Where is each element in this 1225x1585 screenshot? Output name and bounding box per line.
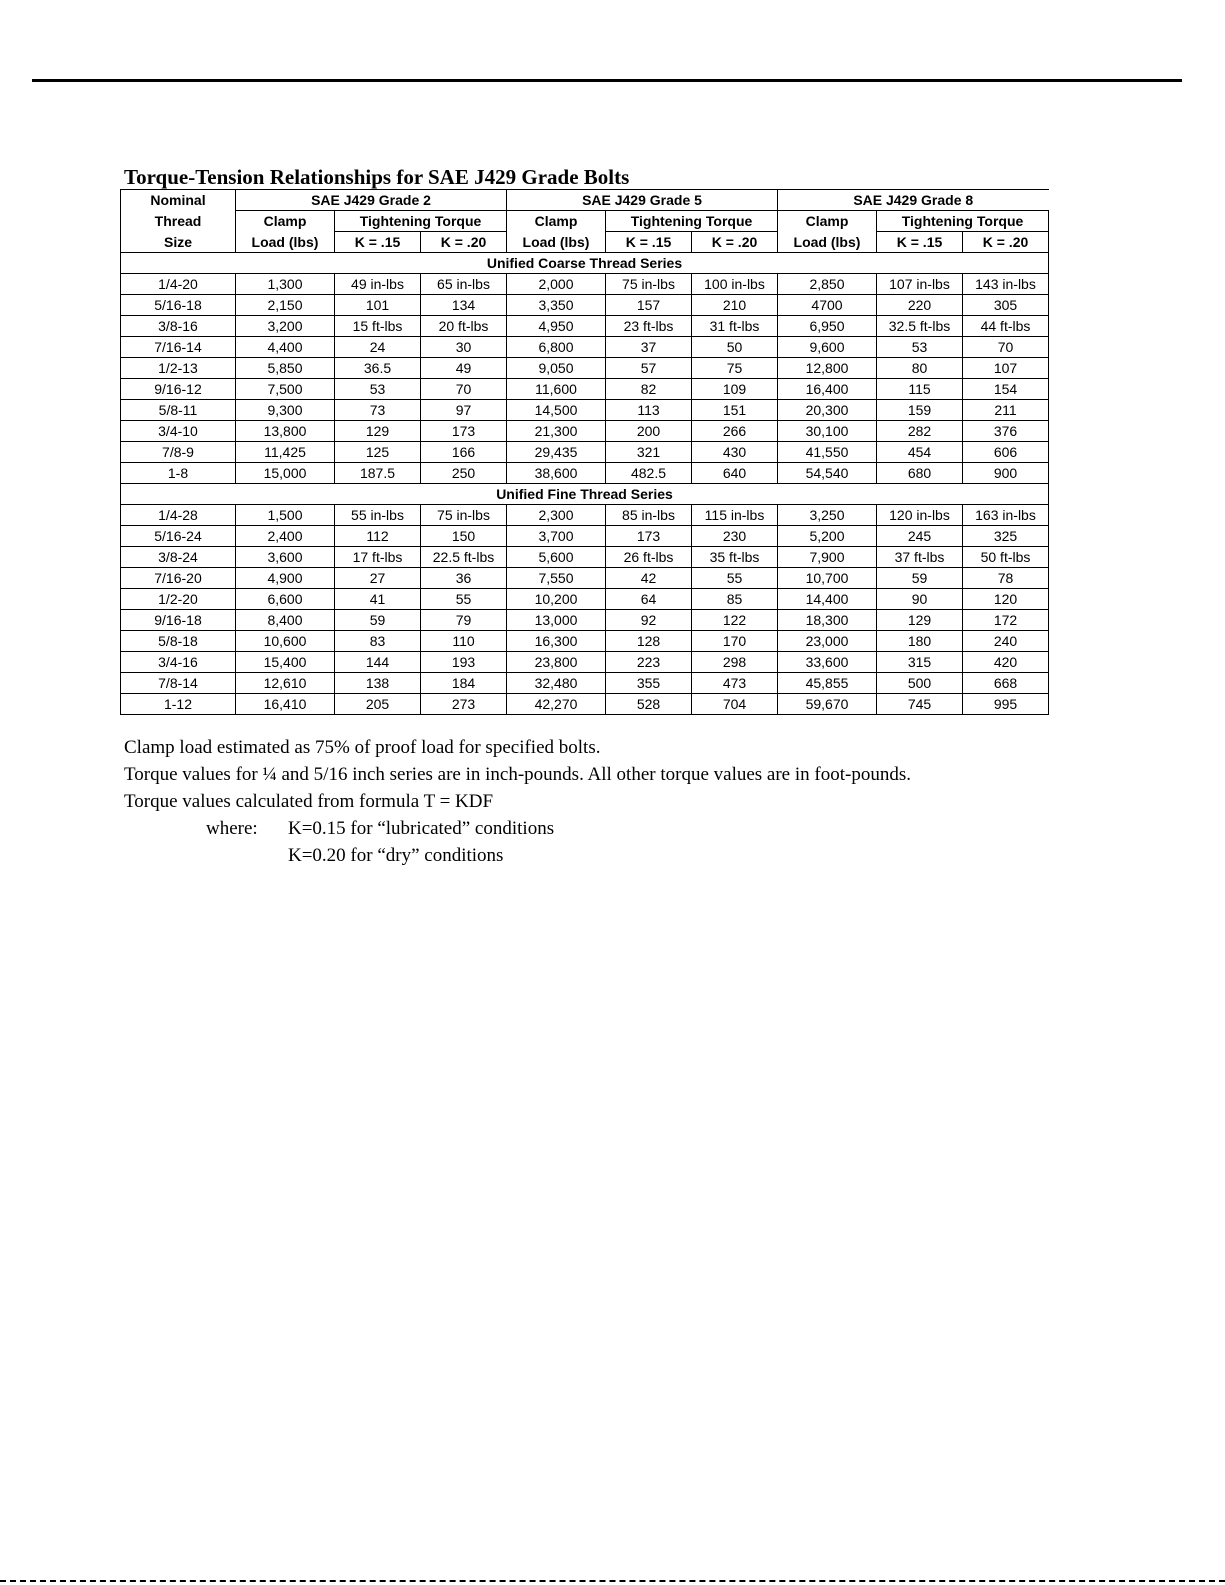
table-notes	[124, 734, 911, 869]
grade-8-k15-header: K = .15	[877, 232, 963, 253]
table-cell: 21,300	[507, 421, 606, 442]
table-cell: 205	[335, 694, 421, 715]
table-cell: 20 ft-lbs	[421, 316, 507, 337]
table-cell: 12,610	[236, 673, 335, 694]
note-k15-condition: K=0.15 for “lubricated” conditions	[288, 818, 555, 839]
table-cell: 101	[335, 295, 421, 316]
table-cell: 180	[877, 631, 963, 652]
table-cell: 355	[606, 673, 692, 694]
table-row	[121, 694, 1049, 715]
table-cell: 640	[692, 463, 778, 484]
table-cell: 2,000	[507, 274, 606, 295]
table-cell: 528	[606, 694, 692, 715]
table-cell: 59,670	[778, 694, 877, 715]
table-cell: 3,600	[236, 547, 335, 568]
table-cell: 245	[877, 526, 963, 547]
table-cell: 35 ft-lbs	[692, 547, 778, 568]
grade-2-clamp-unit: Load (lbs)	[236, 232, 335, 253]
nominal-header-line1: Nominal	[121, 190, 236, 211]
table-cell: 80	[877, 358, 963, 379]
table-cell: 85 in-lbs	[606, 505, 692, 526]
table-cell: 23 ft-lbs	[606, 316, 692, 337]
table-cell: 668	[963, 673, 1049, 694]
table-cell: 23,800	[507, 652, 606, 673]
table-body	[121, 253, 1049, 715]
table-cell: 8,400	[236, 610, 335, 631]
table-cell: 154	[963, 379, 1049, 400]
table-cell: 16,410	[236, 694, 335, 715]
table-cell: 22.5 ft-lbs	[421, 547, 507, 568]
table-cell: 17 ft-lbs	[335, 547, 421, 568]
table-row	[121, 463, 1049, 484]
table-cell: 50	[692, 337, 778, 358]
table-cell: 30	[421, 337, 507, 358]
thread-size-cell: 7/16-20	[121, 568, 236, 589]
table-cell: 79	[421, 610, 507, 631]
table-cell: 53	[877, 337, 963, 358]
table-cell: 995	[963, 694, 1049, 715]
table-cell: 184	[421, 673, 507, 694]
thread-size-cell: 3/8-16	[121, 316, 236, 337]
grade-2-header: SAE J429 Grade 2	[236, 190, 507, 211]
table-cell: 15 ft-lbs	[335, 316, 421, 337]
table-cell: 41,550	[778, 442, 877, 463]
table-cell: 500	[877, 673, 963, 694]
table-cell: 15,000	[236, 463, 335, 484]
grade-5-clamp-header: Clamp	[507, 211, 606, 232]
table-cell: 4,950	[507, 316, 606, 337]
table-row	[121, 316, 1049, 337]
bottom-dashed-rule	[0, 1580, 1225, 1582]
table-cell: 125	[335, 442, 421, 463]
table-cell: 14,500	[507, 400, 606, 421]
table-cell: 90	[877, 589, 963, 610]
table-cell: 3,350	[507, 295, 606, 316]
table-cell: 75 in-lbs	[421, 505, 507, 526]
table-cell: 100 in-lbs	[692, 274, 778, 295]
thread-size-cell: 1/4-28	[121, 505, 236, 526]
top-rule	[32, 79, 1182, 82]
table-cell: 55	[421, 589, 507, 610]
table-cell: 376	[963, 421, 1049, 442]
table-cell: 75	[692, 358, 778, 379]
table-cell: 298	[692, 652, 778, 673]
table-cell: 4,900	[236, 568, 335, 589]
table-row	[121, 295, 1049, 316]
table-cell: 187.5	[335, 463, 421, 484]
table-row	[121, 505, 1049, 526]
table-cell: 4700	[778, 295, 877, 316]
grade-2-k20-header: K = .20	[421, 232, 507, 253]
grade-2-k15-header: K = .15	[335, 232, 421, 253]
table-cell: 32.5 ft-lbs	[877, 316, 963, 337]
table-cell: 70	[963, 337, 1049, 358]
table-cell: 70	[421, 379, 507, 400]
series-header: Unified Coarse Thread Series	[121, 253, 1049, 274]
table-cell: 173	[421, 421, 507, 442]
table-cell: 13,000	[507, 610, 606, 631]
table-cell: 55 in-lbs	[335, 505, 421, 526]
table-cell: 6,800	[507, 337, 606, 358]
table-cell: 163 in-lbs	[963, 505, 1049, 526]
table-cell: 44 ft-lbs	[963, 316, 1049, 337]
table-cell: 64	[606, 589, 692, 610]
table-cell: 53	[335, 379, 421, 400]
table-row	[121, 589, 1049, 610]
table-cell: 107	[963, 358, 1049, 379]
grade-5-k15-header: K = .15	[606, 232, 692, 253]
table-cell: 16,300	[507, 631, 606, 652]
table-cell: 82	[606, 379, 692, 400]
table-cell: 112	[335, 526, 421, 547]
table-cell: 157	[606, 295, 692, 316]
table-cell: 65 in-lbs	[421, 274, 507, 295]
grade-5-header: SAE J429 Grade 5	[507, 190, 778, 211]
table-row	[121, 568, 1049, 589]
table-cell: 13,800	[236, 421, 335, 442]
table-cell: 120 in-lbs	[877, 505, 963, 526]
table-cell: 50 ft-lbs	[963, 547, 1049, 568]
table-cell: 9,600	[778, 337, 877, 358]
table-cell: 7,500	[236, 379, 335, 400]
table-cell: 57	[606, 358, 692, 379]
table-cell: 273	[421, 694, 507, 715]
note-where-label: where:	[206, 818, 258, 839]
torque-tension-table	[120, 189, 1049, 715]
table-cell: 900	[963, 463, 1049, 484]
table-cell: 12,800	[778, 358, 877, 379]
table-cell: 27	[335, 568, 421, 589]
table-cell: 10,200	[507, 589, 606, 610]
table-cell: 159	[877, 400, 963, 421]
table-cell: 266	[692, 421, 778, 442]
table-cell: 5,600	[507, 547, 606, 568]
table-cell: 1,300	[236, 274, 335, 295]
table-cell: 4,400	[236, 337, 335, 358]
grade-8-k20-header: K = .20	[963, 232, 1049, 253]
table-cell: 97	[421, 400, 507, 421]
table-cell: 2,300	[507, 505, 606, 526]
table-cell: 150	[421, 526, 507, 547]
table-cell: 37 ft-lbs	[877, 547, 963, 568]
table-cell: 10,700	[778, 568, 877, 589]
table-row	[121, 547, 1049, 568]
table-cell: 115	[877, 379, 963, 400]
table-cell: 110	[421, 631, 507, 652]
table-cell: 1,500	[236, 505, 335, 526]
table-cell: 54,540	[778, 463, 877, 484]
table-cell: 59	[335, 610, 421, 631]
table-cell: 30,100	[778, 421, 877, 442]
thread-size-cell: 9/16-18	[121, 610, 236, 631]
series-header: Unified Fine Thread Series	[121, 484, 1049, 505]
table-cell: 143 in-lbs	[963, 274, 1049, 295]
table-row	[121, 526, 1049, 547]
table-cell: 240	[963, 631, 1049, 652]
table-cell: 305	[963, 295, 1049, 316]
table-row	[121, 631, 1049, 652]
thread-size-cell: 5/8-11	[121, 400, 236, 421]
table-cell: 473	[692, 673, 778, 694]
table-cell: 16,400	[778, 379, 877, 400]
table-cell: 151	[692, 400, 778, 421]
table-cell: 745	[877, 694, 963, 715]
note-formula: Torque values calculated from formula T = KDF	[124, 791, 494, 812]
table-cell: 420	[963, 652, 1049, 673]
grade-5-k20-header: K = .20	[692, 232, 778, 253]
table-cell: 606	[963, 442, 1049, 463]
table-cell: 704	[692, 694, 778, 715]
table-cell: 482.5	[606, 463, 692, 484]
thread-size-cell: 1/2-20	[121, 589, 236, 610]
table-cell: 49 in-lbs	[335, 274, 421, 295]
table-cell: 315	[877, 652, 963, 673]
table-cell: 250	[421, 463, 507, 484]
table-cell: 7,550	[507, 568, 606, 589]
grade-5-tightening-header: Tightening Torque	[606, 211, 778, 232]
table-cell: 3,250	[778, 505, 877, 526]
table-cell: 37	[606, 337, 692, 358]
table-cell: 9,050	[507, 358, 606, 379]
nominal-header-line2: Thread	[121, 211, 236, 232]
table-cell: 321	[606, 442, 692, 463]
thread-size-cell: 3/8-24	[121, 547, 236, 568]
table-cell: 113	[606, 400, 692, 421]
table-cell: 38,600	[507, 463, 606, 484]
table-cell: 109	[692, 379, 778, 400]
table-row	[121, 379, 1049, 400]
table-cell: 2,400	[236, 526, 335, 547]
grade-8-clamp-header: Clamp	[778, 211, 877, 232]
table-cell: 120	[963, 589, 1049, 610]
table-cell: 9,300	[236, 400, 335, 421]
thread-size-cell: 7/16-14	[121, 337, 236, 358]
table-cell: 24	[335, 337, 421, 358]
table-cell: 129	[335, 421, 421, 442]
table-cell: 223	[606, 652, 692, 673]
table-cell: 36	[421, 568, 507, 589]
table-cell: 73	[335, 400, 421, 421]
note-k20-condition: K=0.20 for “dry” conditions	[288, 845, 504, 866]
note-clamp-load: Clamp load estimated as 75% of proof load for specified bolts.	[124, 737, 601, 758]
table-cell: 18,300	[778, 610, 877, 631]
table-cell: 454	[877, 442, 963, 463]
table-cell: 31 ft-lbs	[692, 316, 778, 337]
grade-2-clamp-header: Clamp	[236, 211, 335, 232]
table-row	[121, 421, 1049, 442]
table-row	[121, 652, 1049, 673]
table-cell: 45,855	[778, 673, 877, 694]
table-cell: 11,600	[507, 379, 606, 400]
thread-size-cell: 3/4-16	[121, 652, 236, 673]
table-cell: 15,400	[236, 652, 335, 673]
thread-size-cell: 5/16-18	[121, 295, 236, 316]
thread-size-cell: 1-8	[121, 463, 236, 484]
thread-size-cell: 3/4-10	[121, 421, 236, 442]
table-cell: 42	[606, 568, 692, 589]
table-cell: 83	[335, 631, 421, 652]
grade-8-tightening-header: Tightening Torque	[877, 211, 1049, 232]
table-row	[121, 673, 1049, 694]
table-row	[121, 442, 1049, 463]
table-cell: 122	[692, 610, 778, 631]
table-cell: 5,200	[778, 526, 877, 547]
table-cell: 193	[421, 652, 507, 673]
table-cell: 128	[606, 631, 692, 652]
table-cell: 2,850	[778, 274, 877, 295]
thread-size-cell: 1-12	[121, 694, 236, 715]
table-row	[121, 274, 1049, 295]
table-cell: 166	[421, 442, 507, 463]
table-cell: 14,400	[778, 589, 877, 610]
table-cell: 59	[877, 568, 963, 589]
table-cell: 129	[877, 610, 963, 631]
thread-size-cell: 9/16-12	[121, 379, 236, 400]
note-torque-units: Torque values for ¼ and 5/16 inch series are in inch-pounds. All other torque values are in foot-pounds.	[124, 764, 911, 785]
series-row	[121, 253, 1049, 274]
table-cell: 92	[606, 610, 692, 631]
table-cell: 6,600	[236, 589, 335, 610]
table-cell: 230	[692, 526, 778, 547]
table-cell: 26 ft-lbs	[606, 547, 692, 568]
table-cell: 29,435	[507, 442, 606, 463]
note-where-k15	[124, 815, 911, 842]
table-cell: 75 in-lbs	[606, 274, 692, 295]
thread-size-cell: 7/8-9	[121, 442, 236, 463]
table-row	[121, 337, 1049, 358]
table-cell: 115 in-lbs	[692, 505, 778, 526]
table-cell: 5,850	[236, 358, 335, 379]
table-cell: 430	[692, 442, 778, 463]
table-cell: 41	[335, 589, 421, 610]
table-cell: 3,200	[236, 316, 335, 337]
table-row	[121, 400, 1049, 421]
thread-size-cell: 7/8-14	[121, 673, 236, 694]
nominal-header-line3: Size	[121, 232, 236, 253]
grade-8-clamp-unit: Load (lbs)	[778, 232, 877, 253]
table-cell: 210	[692, 295, 778, 316]
thread-size-cell: 5/16-24	[121, 526, 236, 547]
grade-8-header: SAE J429 Grade 8	[778, 190, 1049, 211]
table-cell: 7,900	[778, 547, 877, 568]
table-cell: 49	[421, 358, 507, 379]
table-cell: 32,480	[507, 673, 606, 694]
table-cell: 42,270	[507, 694, 606, 715]
table-cell: 170	[692, 631, 778, 652]
table-cell: 107 in-lbs	[877, 274, 963, 295]
table-cell: 2,150	[236, 295, 335, 316]
table-cell: 85	[692, 589, 778, 610]
table-row	[121, 358, 1049, 379]
table-cell: 36.5	[335, 358, 421, 379]
thread-size-cell: 5/8-18	[121, 631, 236, 652]
table-cell: 173	[606, 526, 692, 547]
series-row	[121, 484, 1049, 505]
table-cell: 78	[963, 568, 1049, 589]
table-row	[121, 610, 1049, 631]
table-cell: 211	[963, 400, 1049, 421]
table-cell: 134	[421, 295, 507, 316]
grade-5-clamp-unit: Load (lbs)	[507, 232, 606, 253]
table-cell: 282	[877, 421, 963, 442]
table-cell: 200	[606, 421, 692, 442]
table-cell: 144	[335, 652, 421, 673]
grade-2-tightening-header: Tightening Torque	[335, 211, 507, 232]
table-cell: 10,600	[236, 631, 335, 652]
table-cell: 23,000	[778, 631, 877, 652]
table-cell: 55	[692, 568, 778, 589]
table-cell: 11,425	[236, 442, 335, 463]
table-cell: 20,300	[778, 400, 877, 421]
thread-size-cell: 1/4-20	[121, 274, 236, 295]
table-cell: 3,700	[507, 526, 606, 547]
table-title: Torque-Tension Relationships for SAE J429 Grade Bolts	[124, 165, 630, 189]
table-cell: 680	[877, 463, 963, 484]
thread-size-cell: 1/2-13	[121, 358, 236, 379]
table-cell: 325	[963, 526, 1049, 547]
table-cell: 138	[335, 673, 421, 694]
table-cell: 6,950	[778, 316, 877, 337]
table-cell: 172	[963, 610, 1049, 631]
table-cell: 220	[877, 295, 963, 316]
table-cell: 33,600	[778, 652, 877, 673]
